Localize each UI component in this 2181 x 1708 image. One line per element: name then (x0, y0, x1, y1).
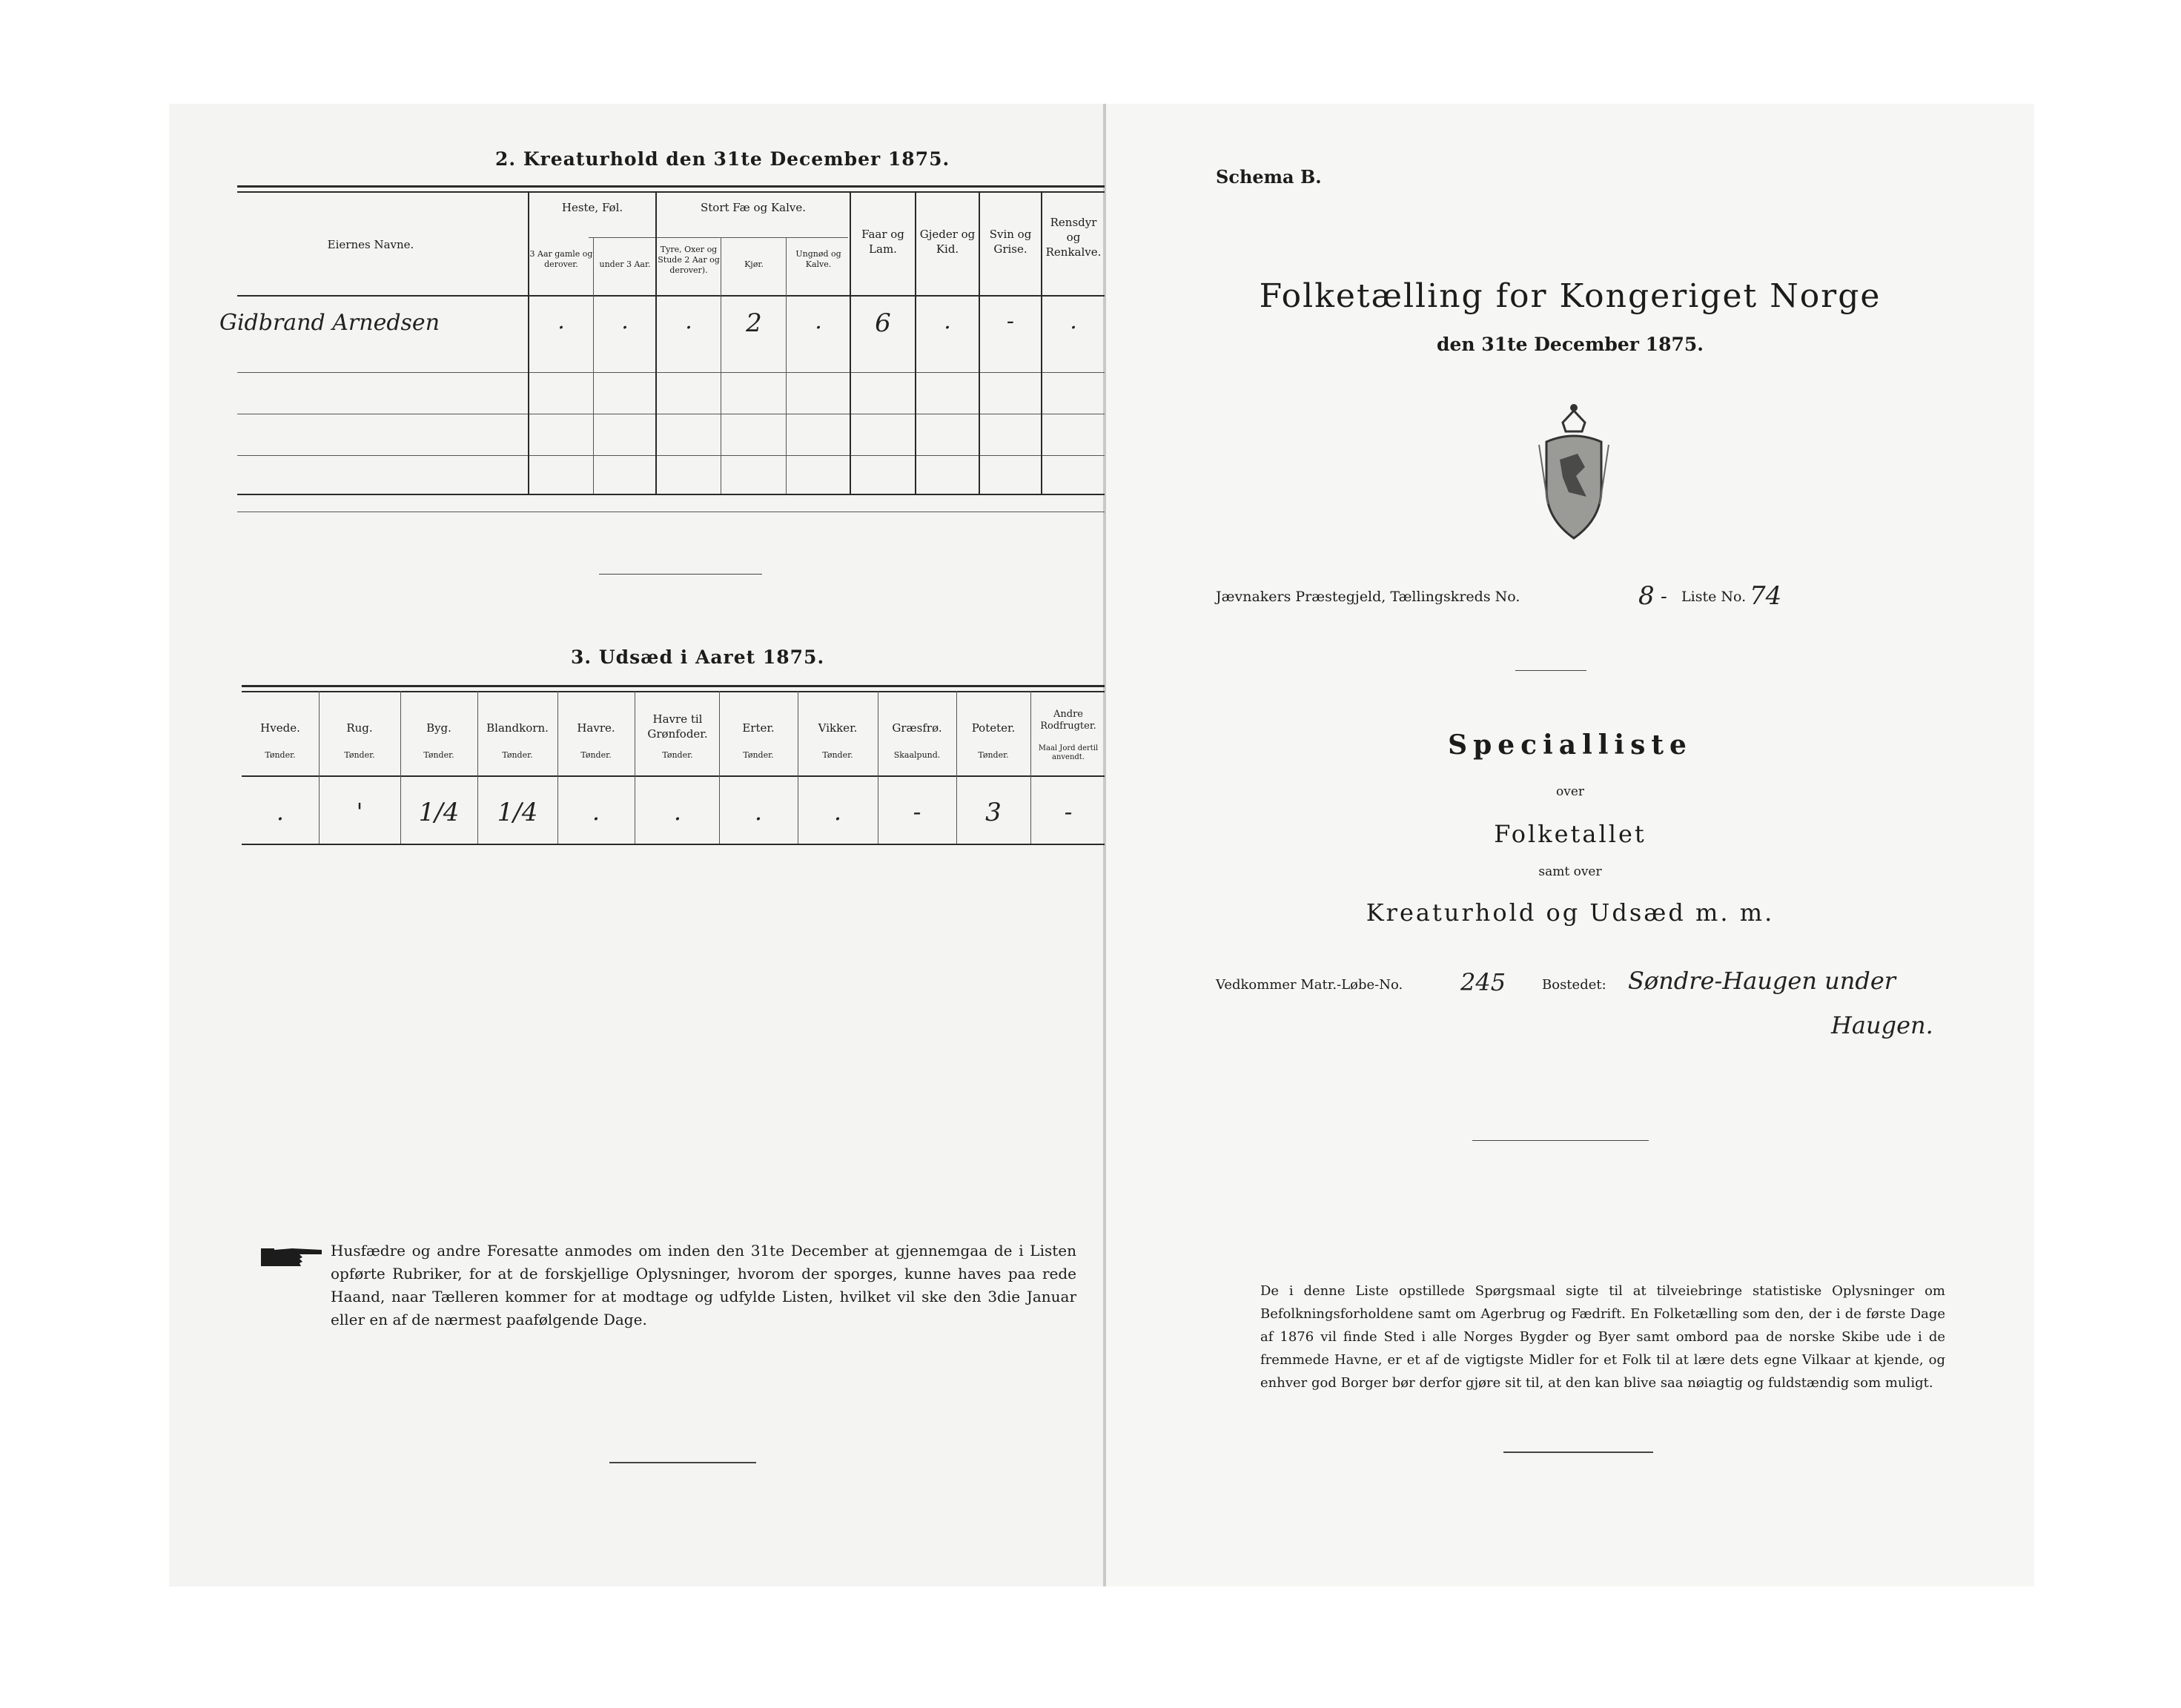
owner-header: Eiernes Navne. (327, 238, 414, 251)
seed-cell: - (913, 798, 921, 826)
seed-col-header: Erter. (742, 721, 775, 735)
goats-header: Gjeder og Kid. (919, 228, 976, 256)
young-cattle-header: Ungnød og Kalve. (795, 249, 841, 269)
footer-paragraph: De i denne Liste opstillede Spørgsmaal sigte til at tilveiebringe statistiske Oplysninger om Befolkningsforholdene samt om Agerbrug og Fædrift. En Folketælling som den, der i de første Dage af 1876 vil finde Sted i alle Norges Bygder og Byer samt ombord paa de norske Skibe ude i de fremmede Havne, er et af de vigtigste Midler for et Folk til at lære dets egne Vilkaar at kjende, og enhver god Borger bør derfor gjøre sit til, at den kan blive saa nøiagtig og fuldstændig som muligt. (1260, 1283, 1945, 1391)
divider (1472, 1140, 1649, 1141)
seed-col-header: Havre til Grønfoder. (647, 712, 708, 741)
seed-col-header: Rug. (346, 721, 373, 735)
seed-col-unit: Tønder. (743, 750, 774, 760)
seed-col-header: Havre. (577, 721, 615, 735)
seed-cell: 1/4 (418, 798, 460, 827)
seed-cell: . (673, 798, 682, 826)
seed-col-unit: Tønder. (580, 750, 612, 760)
livestock-cell: . (685, 308, 692, 334)
cows-header: Kjør. (744, 259, 764, 269)
sheep-header: Faar og Lam. (861, 228, 904, 256)
liste-label: Liste No. (1681, 589, 1747, 605)
horses-header: Heste, Føl. (561, 201, 623, 214)
livestock-cell: . (557, 308, 565, 334)
livestock-cell: . (944, 308, 951, 334)
divider (599, 574, 762, 575)
cattle-header: Stort Fæ og Kalve. (700, 201, 807, 214)
bostedet-label: Bostedet: (1542, 977, 1606, 993)
kreds-number: 8 (1638, 581, 1655, 611)
district-label: Jævnakers Præstegjeld, Tællingskreds No. (1216, 589, 1520, 605)
livestock-cell: - (1006, 308, 1015, 334)
seed-col-header: Andre Rodfrugter. (1040, 709, 1096, 732)
census-title: Folketælling for Kongeriget Norge (1259, 277, 1882, 315)
seed-col-header: Poteter. (971, 721, 1016, 735)
divider (609, 1462, 756, 1463)
folketallet-heading: Folketallet (1494, 820, 1646, 848)
liste-number: 74 (1750, 581, 1782, 611)
seed-number: 3. (571, 646, 592, 668)
over-label: over (1555, 784, 1585, 799)
bostedet-value-continued: Haugen. (1831, 1011, 1933, 1039)
seed-col-header: Blandkorn. (486, 721, 549, 735)
livestock-section-title (495, 148, 950, 170)
matr-label: Vedkommer Matr.-Løbe-No. (1216, 977, 1403, 993)
divider (1503, 1452, 1653, 1453)
coat-of-arms-icon (1533, 400, 1615, 543)
livestock-title: Kreaturhold den 31te December 1875. (523, 148, 950, 170)
notice-text: Husfædre og andre Foresatte anmodes om inden den 31te December at gjennemgaa de i Listen opførte Rubriker, for at de forskjellige Oplysninger, hvorom der sporges, kunne haves paa rede Haand, naar Tælleren kommer for at modtage og udfylde Listen, hvilket vil ske den 3die Januar eller en af de nærmest paafølgende Dage. (331, 1242, 1076, 1328)
seed-col-unit: Tønder. (423, 750, 454, 760)
seed-col-unit: Tønder. (502, 750, 533, 760)
seed-col-unit: Tønder. (265, 750, 296, 760)
seed-cell: . (754, 798, 763, 826)
bulls-header: Tyre, Oxer og Stude 2 Aar og derover). (658, 245, 720, 275)
divider (1515, 670, 1586, 671)
seed-cell: . (833, 798, 842, 826)
seed-cell: . (592, 798, 600, 826)
seed-cell: 3 (985, 798, 1002, 827)
seed-col-header: Byg. (426, 721, 451, 735)
seed-col-unit: Skaalpund. (893, 750, 941, 760)
seed-cell: . (276, 798, 285, 826)
livestock-cell: . (1070, 308, 1077, 334)
seed-col-unit: Tønder. (344, 750, 375, 760)
reindeer-header: Rensdyr og Renkalve. (1045, 216, 1102, 259)
seed-col-unit: Tønder. (662, 750, 693, 760)
seed-col-header: Vikker. (818, 721, 858, 735)
horses-young-header: under 3 Aar. (599, 259, 651, 269)
seed-col-unit: Maal Jord dertil anvendt. (1038, 744, 1099, 761)
seed-col-header: Hvede. (260, 721, 300, 735)
bostedet-value: Søndre-Haugen under (1628, 967, 1896, 995)
pigs-header: Svin og Grise. (989, 228, 1032, 256)
livestock-cell: . (815, 308, 822, 334)
horses-old-header: 3 Aar gamle og derover. (529, 249, 593, 269)
seed-cell: - (1064, 798, 1073, 826)
specialliste-heading: Specialliste (1448, 729, 1692, 761)
samt-over-label: samt over (1538, 864, 1602, 879)
owner-name: Gidbrand Arnedsen (219, 310, 440, 336)
livestock-cell: 2 (746, 308, 762, 338)
schema-label: Schema B. (1216, 166, 1322, 188)
census-date: den 31te December 1875. (1437, 334, 1704, 355)
matr-number: 245 (1460, 968, 1506, 996)
livestock-cell: . (621, 308, 629, 334)
seed-title: Udsæd i Aaret 1875. (598, 646, 825, 668)
seed-col-unit: Tønder. (978, 750, 1009, 760)
livestock-number: 2. (495, 148, 517, 170)
kreaturhold-heading: Kreaturhold og Udsæd m. m. (1366, 898, 1775, 927)
pointing-hand-icon (259, 1242, 326, 1272)
livestock-cell: 6 (875, 308, 891, 338)
seed-cell: 1/4 (497, 798, 538, 827)
seed-cell: ' (356, 798, 363, 826)
seed-col-header: Græsfrø. (892, 721, 942, 735)
seed-section-title (571, 646, 824, 668)
dash-mark: - (1661, 586, 1667, 608)
seed-col-unit: Tønder. (822, 750, 853, 760)
